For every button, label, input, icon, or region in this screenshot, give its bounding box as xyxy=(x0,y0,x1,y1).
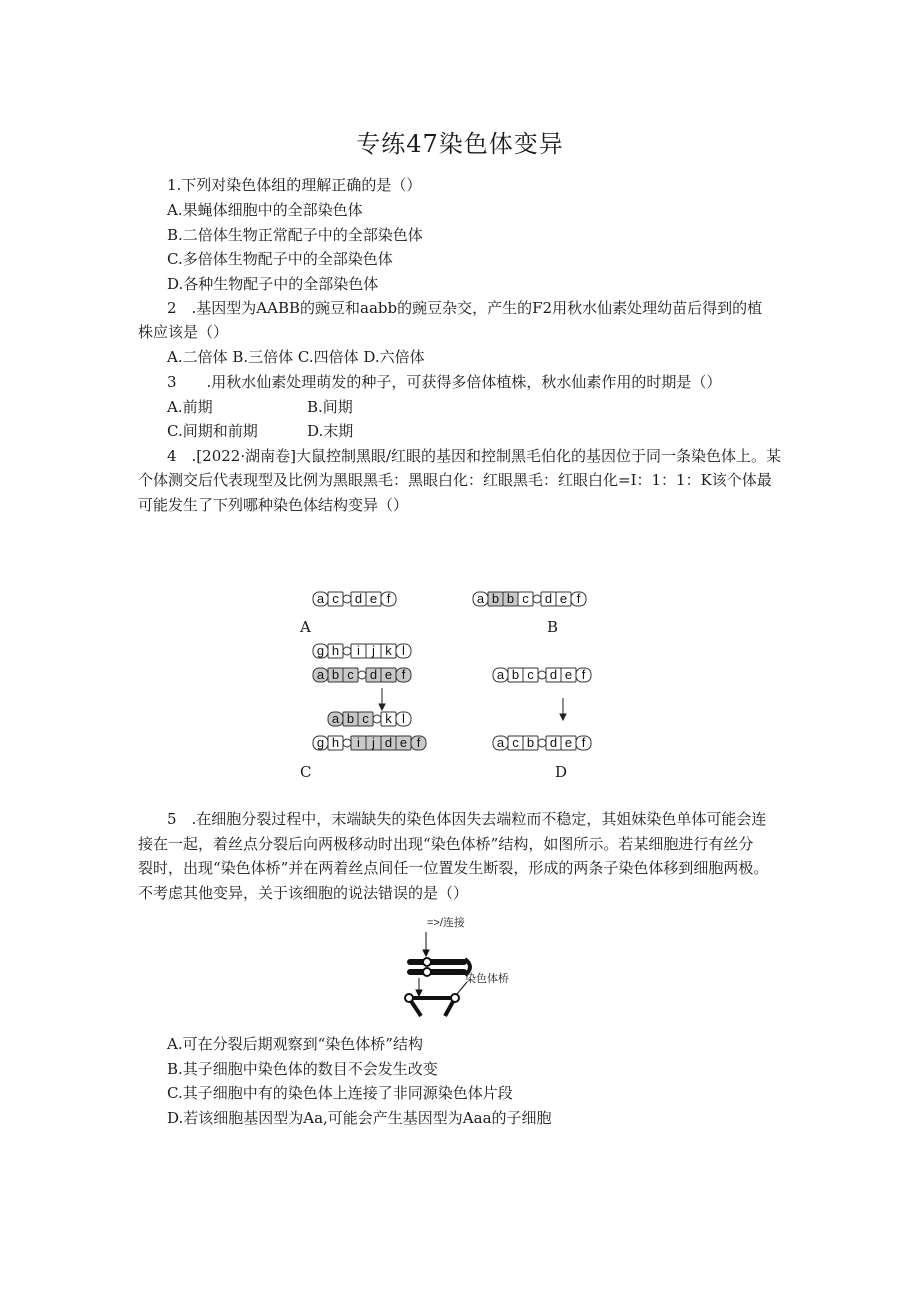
q5-option-d: D.若该细胞基因型为Aa,可能会产生基因型为Aaa的子细胞 xyxy=(167,1109,552,1127)
panel-label-d: D xyxy=(555,763,568,781)
gene-label: k xyxy=(385,711,392,726)
bridge-label: 染色体桥 xyxy=(465,973,509,985)
gene-label: d xyxy=(369,667,378,682)
gene-label: g xyxy=(316,643,325,658)
gene-label: c xyxy=(522,591,529,606)
chromosome-d-top xyxy=(493,667,591,682)
gene-label: j xyxy=(372,643,375,658)
gene-label: b xyxy=(511,667,520,682)
gene-label: l xyxy=(402,711,405,726)
q3-option-b: B.间期 xyxy=(307,398,353,416)
gene-label: e xyxy=(384,667,393,682)
fused-chromatids xyxy=(407,958,470,976)
gene-label: i xyxy=(357,643,360,658)
gene-label: g xyxy=(316,735,325,750)
gene-label: b xyxy=(506,591,515,606)
gene-label: b xyxy=(346,711,355,726)
gene-label: d xyxy=(354,591,363,606)
centromere xyxy=(533,595,541,603)
chromosome-a-genes xyxy=(313,591,396,606)
gene-label: f xyxy=(401,667,406,682)
q1-option-b: B.二倍体生物正常配子中的全部染色体 xyxy=(167,226,423,244)
gene-label: c xyxy=(512,735,519,750)
q5-stem-line4: 不考虑其他变异，关于该细胞的说法错误的是（） xyxy=(138,884,469,902)
chromosome-c-bot2 xyxy=(313,735,426,750)
panel-label-b: B xyxy=(547,618,559,636)
q5-option-c: C.其子细胞中有的染色体上连接了非同源染色体片段 xyxy=(167,1084,513,1102)
q3-option-d: D.末期 xyxy=(307,422,354,440)
gene-label: f xyxy=(416,735,421,750)
centromere xyxy=(343,647,351,655)
gene-label: c xyxy=(362,711,369,726)
q1-option-a: A.果蝇体细胞中的全部染色体 xyxy=(167,201,363,219)
q5-stem-line2: 接在一起，着丝点分裂后向两极移动时出现“染色体桥”结构，如图所示。若某细胞进行有丝分 xyxy=(138,835,754,853)
gene-label: e xyxy=(559,591,568,606)
gene-label: a xyxy=(316,591,325,606)
panel-label-a: A xyxy=(300,618,311,636)
chromosome-c-top1 xyxy=(313,643,411,658)
centromere xyxy=(538,671,546,679)
gene-label: k xyxy=(385,643,392,658)
chromosome-bridge-figure xyxy=(395,912,545,1022)
page-title: 专练47染色体变异 xyxy=(356,130,564,158)
gene-label: e xyxy=(399,735,408,750)
gene-label: e xyxy=(564,735,573,750)
q3-option-a: A.前期 xyxy=(167,398,213,416)
gene-label: b xyxy=(526,735,535,750)
gene-label: e xyxy=(564,667,573,682)
q4-stem-line3: 可能发生了下列哪种染色体结构变异（） xyxy=(138,496,409,514)
chromosome-c-top2 xyxy=(313,667,411,682)
q4-stem-line2: 个体测交后代表现型及比例为黑眼黑毛：黑眼白化：红眼黑毛：红眼白化=I：1：1：K该个体最 xyxy=(138,471,772,489)
chromosome-d-bot xyxy=(493,735,591,750)
gene-label: h xyxy=(331,643,340,658)
q3-stem: 3 .用秋水仙素处理萌发的种子，可获得多倍体植株，秋水仙素作用的时期是（） xyxy=(167,373,722,391)
gene-label: i xyxy=(357,735,360,750)
centromere xyxy=(538,739,546,747)
q4-stem-line1: 4 .[2022·湖南卷]大鼠控制黑眼/红眼的基因和控制黑毛伯化的基因位于同一条染色体上。某 xyxy=(167,447,782,465)
q5-stem-line3: 裂时，出现“染色体桥”并在两着丝点间任一位置发生断裂，形成的两条子染色体移到细胞两极。 xyxy=(138,859,769,877)
gene-label: d xyxy=(544,591,553,606)
centromere xyxy=(373,715,381,723)
centromere xyxy=(358,671,366,679)
bridge-top-label: =>/连接 xyxy=(427,917,465,929)
q2-stem-line2: 株应该是（） xyxy=(138,323,229,341)
gene-label: f xyxy=(386,591,391,606)
gene-label: l xyxy=(402,643,405,658)
chromosome-b-genes xyxy=(473,591,586,606)
gene-label: c xyxy=(332,591,339,606)
bridge-arrow-top xyxy=(423,932,429,956)
q5-stem-line1: 5 .在细胞分裂过程中，末端缺失的染色体因失去端粒而不稳定，其姐妹染色单体可能会连 xyxy=(167,810,767,828)
gene-label: a xyxy=(496,667,505,682)
gene-label: e xyxy=(369,591,378,606)
chromosome-c-bot1 xyxy=(328,711,411,726)
gene-label: a xyxy=(331,711,340,726)
arrow-c xyxy=(379,688,385,710)
q1-option-d: D.各种生物配子中的全部染色体 xyxy=(167,275,379,293)
q2-stem-line1: 2 .基因型为AABB的豌豆和aabb的豌豆杂交，产生的F2用秋水仙素处理幼苗后得到的植 xyxy=(167,299,763,317)
centromere xyxy=(343,739,351,747)
gene-label: f xyxy=(581,667,586,682)
q5-option-a: A.可在分裂后期观察到“染色体桥”结构 xyxy=(167,1035,423,1053)
gene-label: j xyxy=(372,735,375,750)
arrow-d xyxy=(560,698,566,720)
q5-option-b: B.其子细胞中染色体的数目不会发生改变 xyxy=(167,1060,438,1078)
q3-option-c: C.间期和前期 xyxy=(167,422,258,440)
q1-stem: 1.下列对染色体组的理解正确的是（） xyxy=(167,176,422,194)
gene-label: b xyxy=(331,667,340,682)
gene-label: h xyxy=(331,735,340,750)
gene-label: c xyxy=(527,667,534,682)
chromosome-bridge xyxy=(405,982,467,1016)
gene-label: a xyxy=(496,735,505,750)
q1-option-c: C.多倍体生物配子中的全部染色体 xyxy=(167,250,393,268)
gene-label: f xyxy=(581,735,586,750)
gene-label: a xyxy=(476,591,485,606)
gene-label: d xyxy=(549,667,558,682)
gene-label: d xyxy=(384,735,393,750)
gene-label: d xyxy=(549,735,558,750)
q2-options: A.二倍体 B.三倍体 C.四倍体 D.六倍体 xyxy=(167,348,425,366)
panel-label-c: C xyxy=(300,763,312,781)
bridge-arrow-middle xyxy=(416,978,422,996)
gene-label: f xyxy=(576,591,581,606)
gene-label: a xyxy=(316,667,325,682)
gene-label: c xyxy=(347,667,354,682)
chromosome-variation-figure xyxy=(295,582,635,787)
centromere xyxy=(343,595,351,603)
gene-label: b xyxy=(491,591,500,606)
